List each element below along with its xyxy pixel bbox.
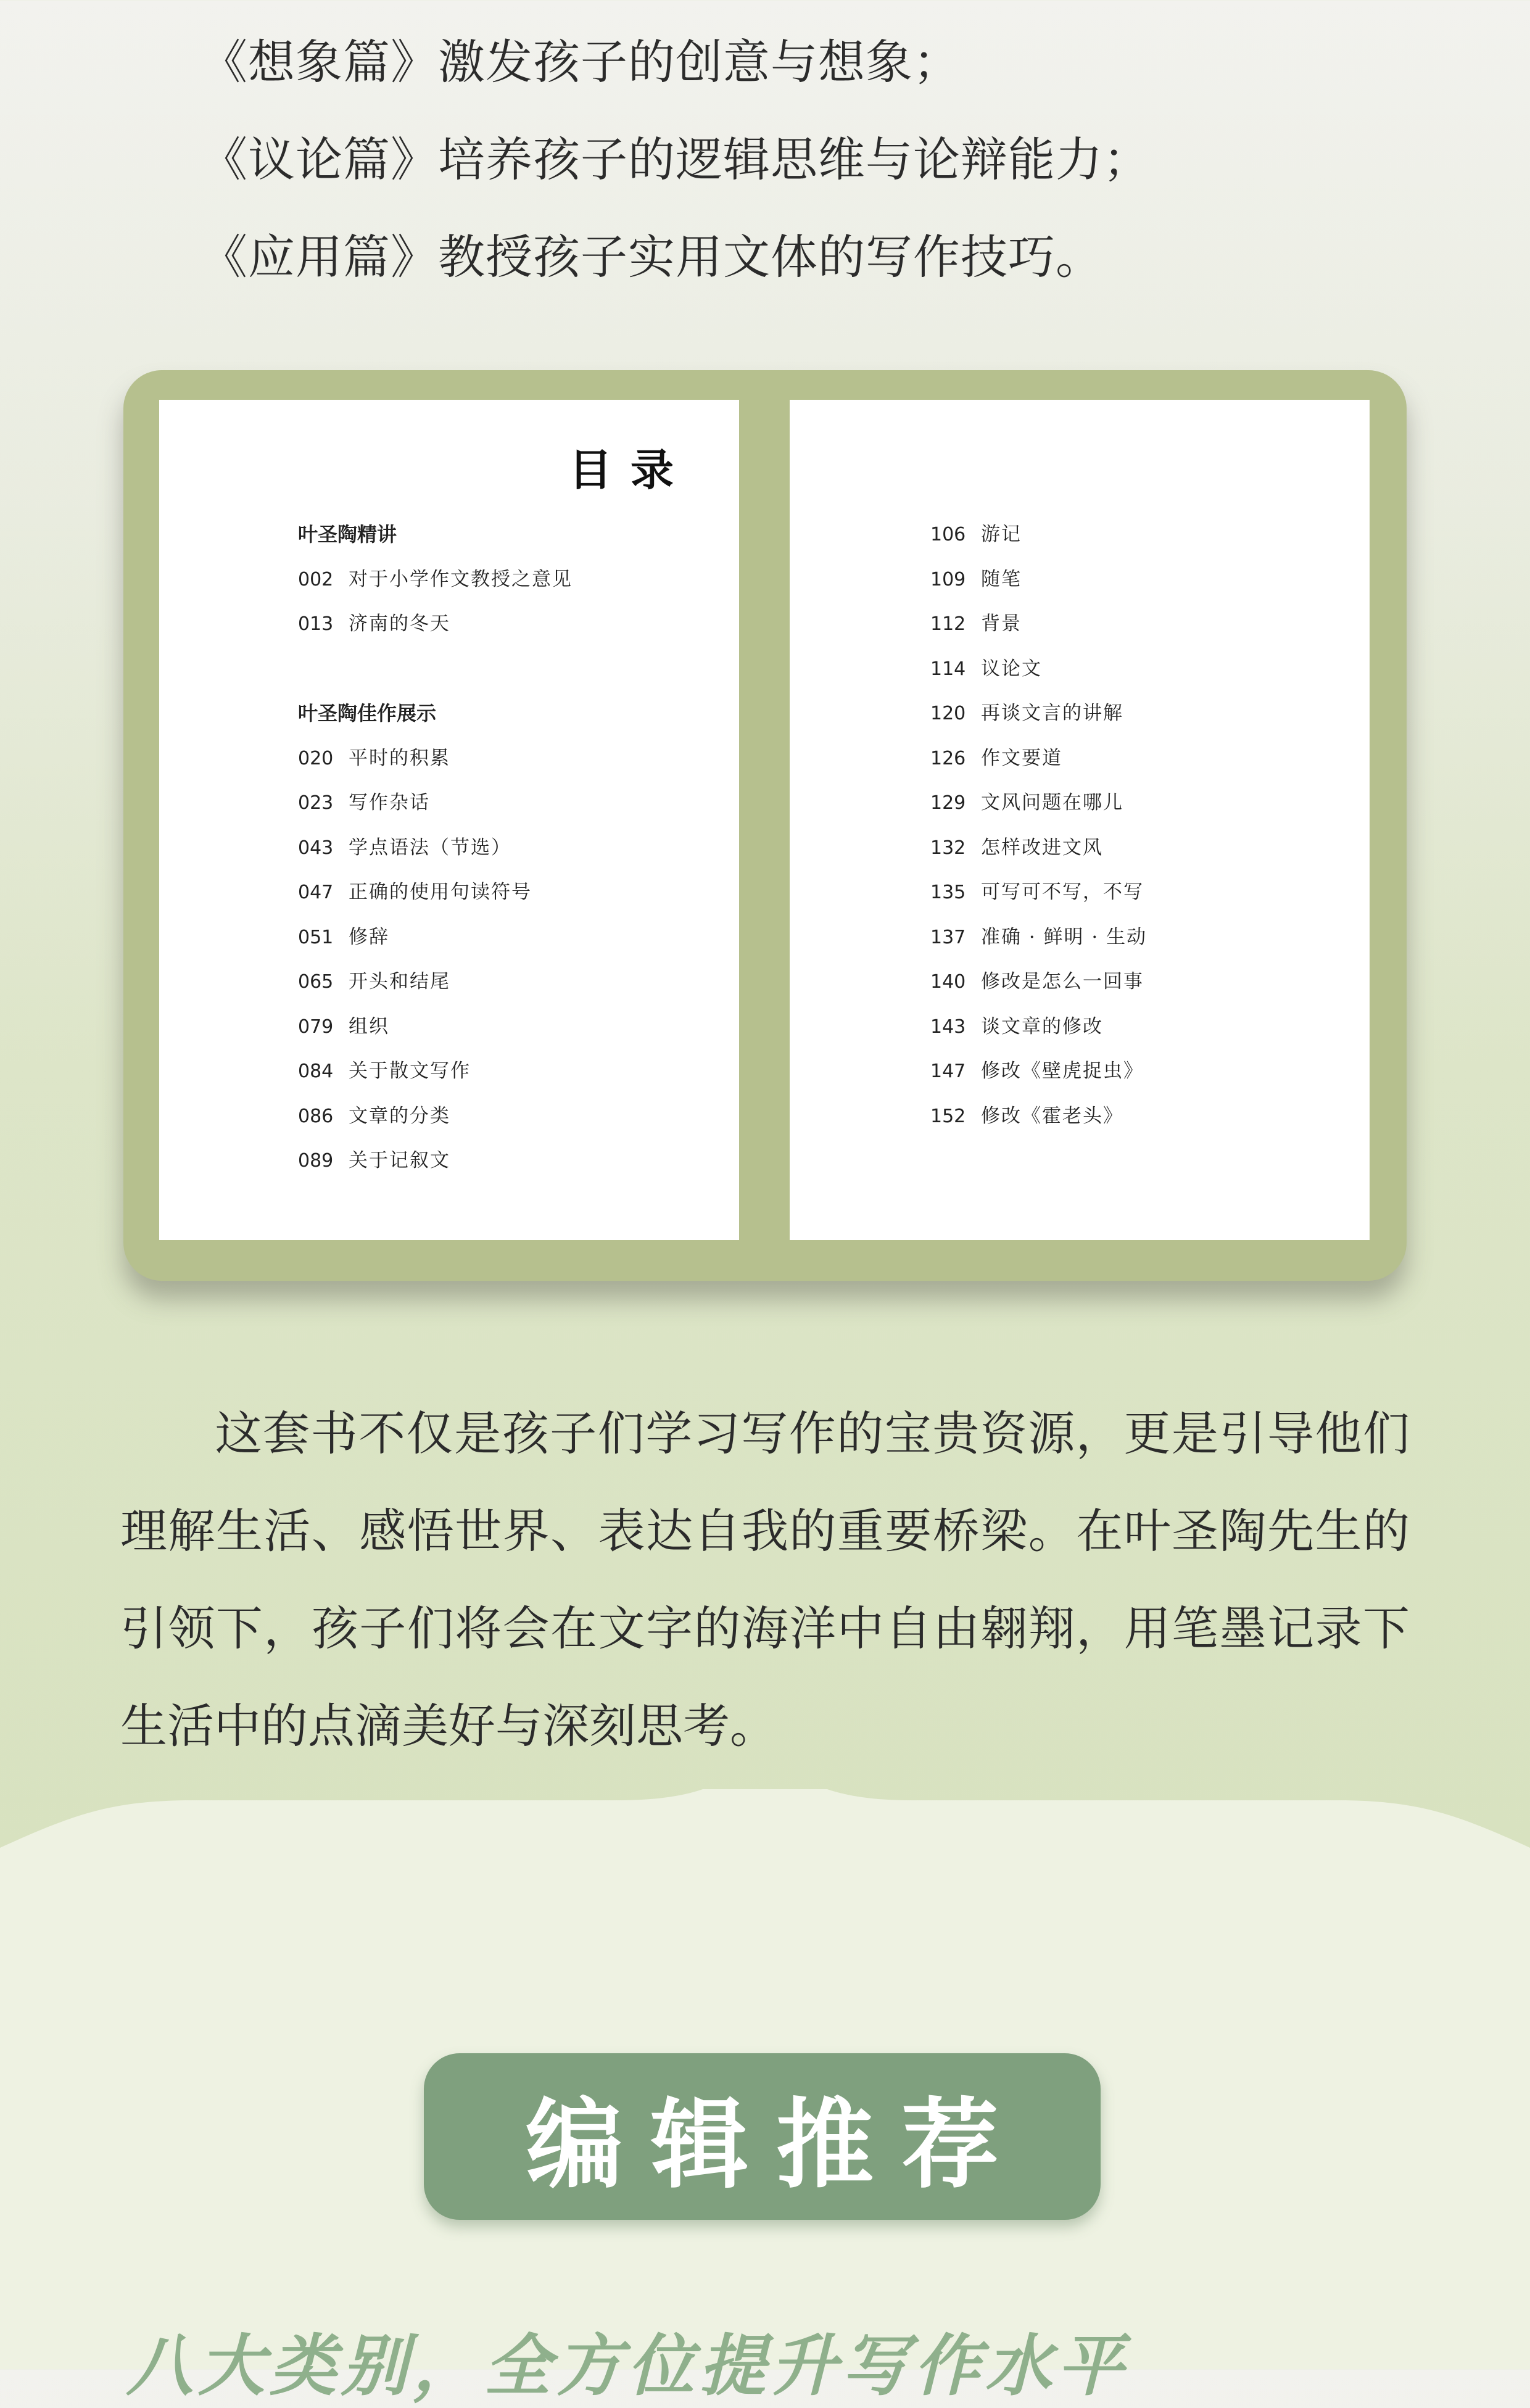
intro-lines	[201, 14, 1373, 306]
toc-section-heading: 叶圣陶佳作展示	[298, 701, 437, 725]
toc-entry	[930, 691, 1147, 736]
toc-right-list	[930, 512, 1147, 1138]
toc-page-number: 065	[298, 971, 334, 993]
toc-page-number: 043	[298, 837, 334, 859]
toc-entry-title: 济南的冬天	[349, 613, 450, 635]
intro-line-argument: 《议论篇》培养孩子的逻辑思维与论辩能力；	[201, 132, 1151, 187]
toc-page-number: 147	[930, 1061, 966, 1082]
toc-entry	[930, 915, 1147, 960]
toc-entry	[930, 1094, 1147, 1139]
toc-left-list	[298, 512, 573, 1183]
subheading: 八大类别，全方位提升写作水平	[126, 2328, 1129, 2405]
toc-entry-title: 游记	[981, 523, 1022, 545]
toc-entry-title: 对于小学作文教授之意见	[349, 568, 573, 590]
toc-entry-title: 平时的积累	[349, 747, 450, 769]
toc-page-number: 079	[298, 1016, 334, 1038]
toc-entry-title: 修改《霍老头》	[981, 1104, 1123, 1127]
toc-entry	[930, 512, 1147, 557]
toc-entry-title: 作文要道	[981, 747, 1062, 769]
toc-page-number: 020	[298, 747, 334, 769]
toc-entry-title: 修改《壁虎捉虫》	[981, 1060, 1144, 1082]
toc-entry-title: 怎样改进文风	[981, 836, 1103, 859]
toc-page-number: 152	[930, 1105, 966, 1127]
description-paragraph	[120, 1385, 1410, 1775]
toc-entry	[298, 915, 573, 960]
toc-page-number: 140	[930, 971, 966, 993]
editor-recommend-label: 编辑推荐	[526, 2088, 1027, 2202]
toc-page-number: 135	[930, 882, 966, 903]
toc-page-number: 013	[298, 613, 334, 635]
toc-entry	[930, 959, 1147, 1004]
toc-entry-title: 背景	[981, 613, 1022, 635]
toc-entry-title: 写作杂话	[349, 792, 430, 814]
toc-entry	[930, 647, 1147, 692]
toc-entry-title: 文风问题在哪儿	[981, 792, 1123, 814]
toc-page-number: 089	[298, 1150, 334, 1172]
toc-entry	[298, 825, 573, 871]
toc-entry-title: 关于散文写作	[349, 1060, 471, 1082]
toc-entry	[298, 870, 573, 915]
toc-entry-title: 学点语法（节选）	[349, 836, 511, 859]
toc-entry-title: 正确的使用句读符号	[349, 881, 532, 903]
toc-entry-title: 关于记叙文	[349, 1149, 450, 1172]
toc-entry	[298, 1049, 573, 1094]
toc-entry-title: 修辞	[349, 925, 389, 948]
toc-entry	[298, 1004, 573, 1049]
toc-entry-title: 开头和结尾	[349, 970, 450, 993]
intro-line-imagination: 《想象篇》激发孩子的创意与想象；	[201, 35, 961, 89]
toc-section-heading: 叶圣陶精讲	[298, 523, 397, 546]
toc-page-number: 132	[930, 837, 966, 859]
toc-page-number: 109	[930, 568, 966, 590]
toc-entry-title: 随笔	[981, 568, 1022, 590]
toc-entry	[298, 1094, 573, 1139]
editor-recommend-button	[424, 2053, 1101, 2220]
toc-entry	[298, 959, 573, 1004]
book-spread	[123, 370, 1407, 1281]
toc-entry	[298, 602, 573, 647]
toc-page-number: 129	[930, 792, 966, 814]
toc-entry	[930, 825, 1147, 871]
toc-entry-title: 组织	[349, 1015, 389, 1038]
toc-entry	[930, 736, 1147, 781]
toc-page-number: 106	[930, 524, 966, 545]
toc-entry	[930, 557, 1147, 602]
toc-page-number: 086	[298, 1105, 334, 1127]
toc-entry	[930, 870, 1147, 915]
toc-entry	[298, 557, 573, 602]
toc-entry-title: 议论文	[981, 657, 1042, 680]
toc-entry-title: 修改是怎么一回事	[981, 970, 1144, 993]
toc-page-number: 120	[930, 703, 966, 724]
toc-page-number: 051	[298, 926, 334, 948]
toc-title: 目录	[569, 444, 692, 495]
description-text: 这套书不仅是孩子们学习写作的宝贵资源，更是引导他们理解生活、感悟世界、表达自我的重要桥梁。在叶圣陶先生的引领下，孩子们将会在文字的海洋中自由翱翔，用笔墨记录下生活中的点滴美好与深刻思考。	[120, 1406, 1410, 1753]
toc-entry	[930, 780, 1147, 825]
toc-page-number: 112	[930, 613, 966, 635]
toc-entry	[298, 736, 573, 781]
toc-entry	[930, 1049, 1147, 1094]
toc-entry	[298, 780, 573, 825]
toc-page-number: 114	[930, 658, 966, 680]
toc-entry-title: 准确 · 鲜明 · 生动	[981, 925, 1148, 948]
toc-page-number: 023	[298, 792, 334, 814]
toc-page-number: 047	[298, 882, 334, 903]
toc-entry	[298, 1138, 573, 1183]
toc-entry-title: 谈文章的修改	[981, 1015, 1103, 1038]
toc-entry	[930, 602, 1147, 647]
toc-entry-title: 可写可不写，不写	[981, 881, 1144, 903]
toc-page-number: 002	[298, 568, 334, 590]
toc-spacer	[298, 647, 573, 692]
toc-entry	[930, 1004, 1147, 1049]
toc-left-page	[159, 400, 739, 1240]
toc-entry-title: 再谈文言的讲解	[981, 702, 1123, 724]
toc-page-number: 084	[298, 1061, 334, 1082]
toc-page-number: 126	[930, 747, 966, 769]
intro-line-practical: 《应用篇》教授孩子实用文体的写作技巧。	[201, 230, 1103, 284]
toc-page-number: 137	[930, 926, 966, 948]
toc-page-number: 143	[930, 1016, 966, 1038]
toc-entry-title: 文章的分类	[349, 1104, 450, 1127]
toc-right-page	[790, 400, 1370, 1240]
